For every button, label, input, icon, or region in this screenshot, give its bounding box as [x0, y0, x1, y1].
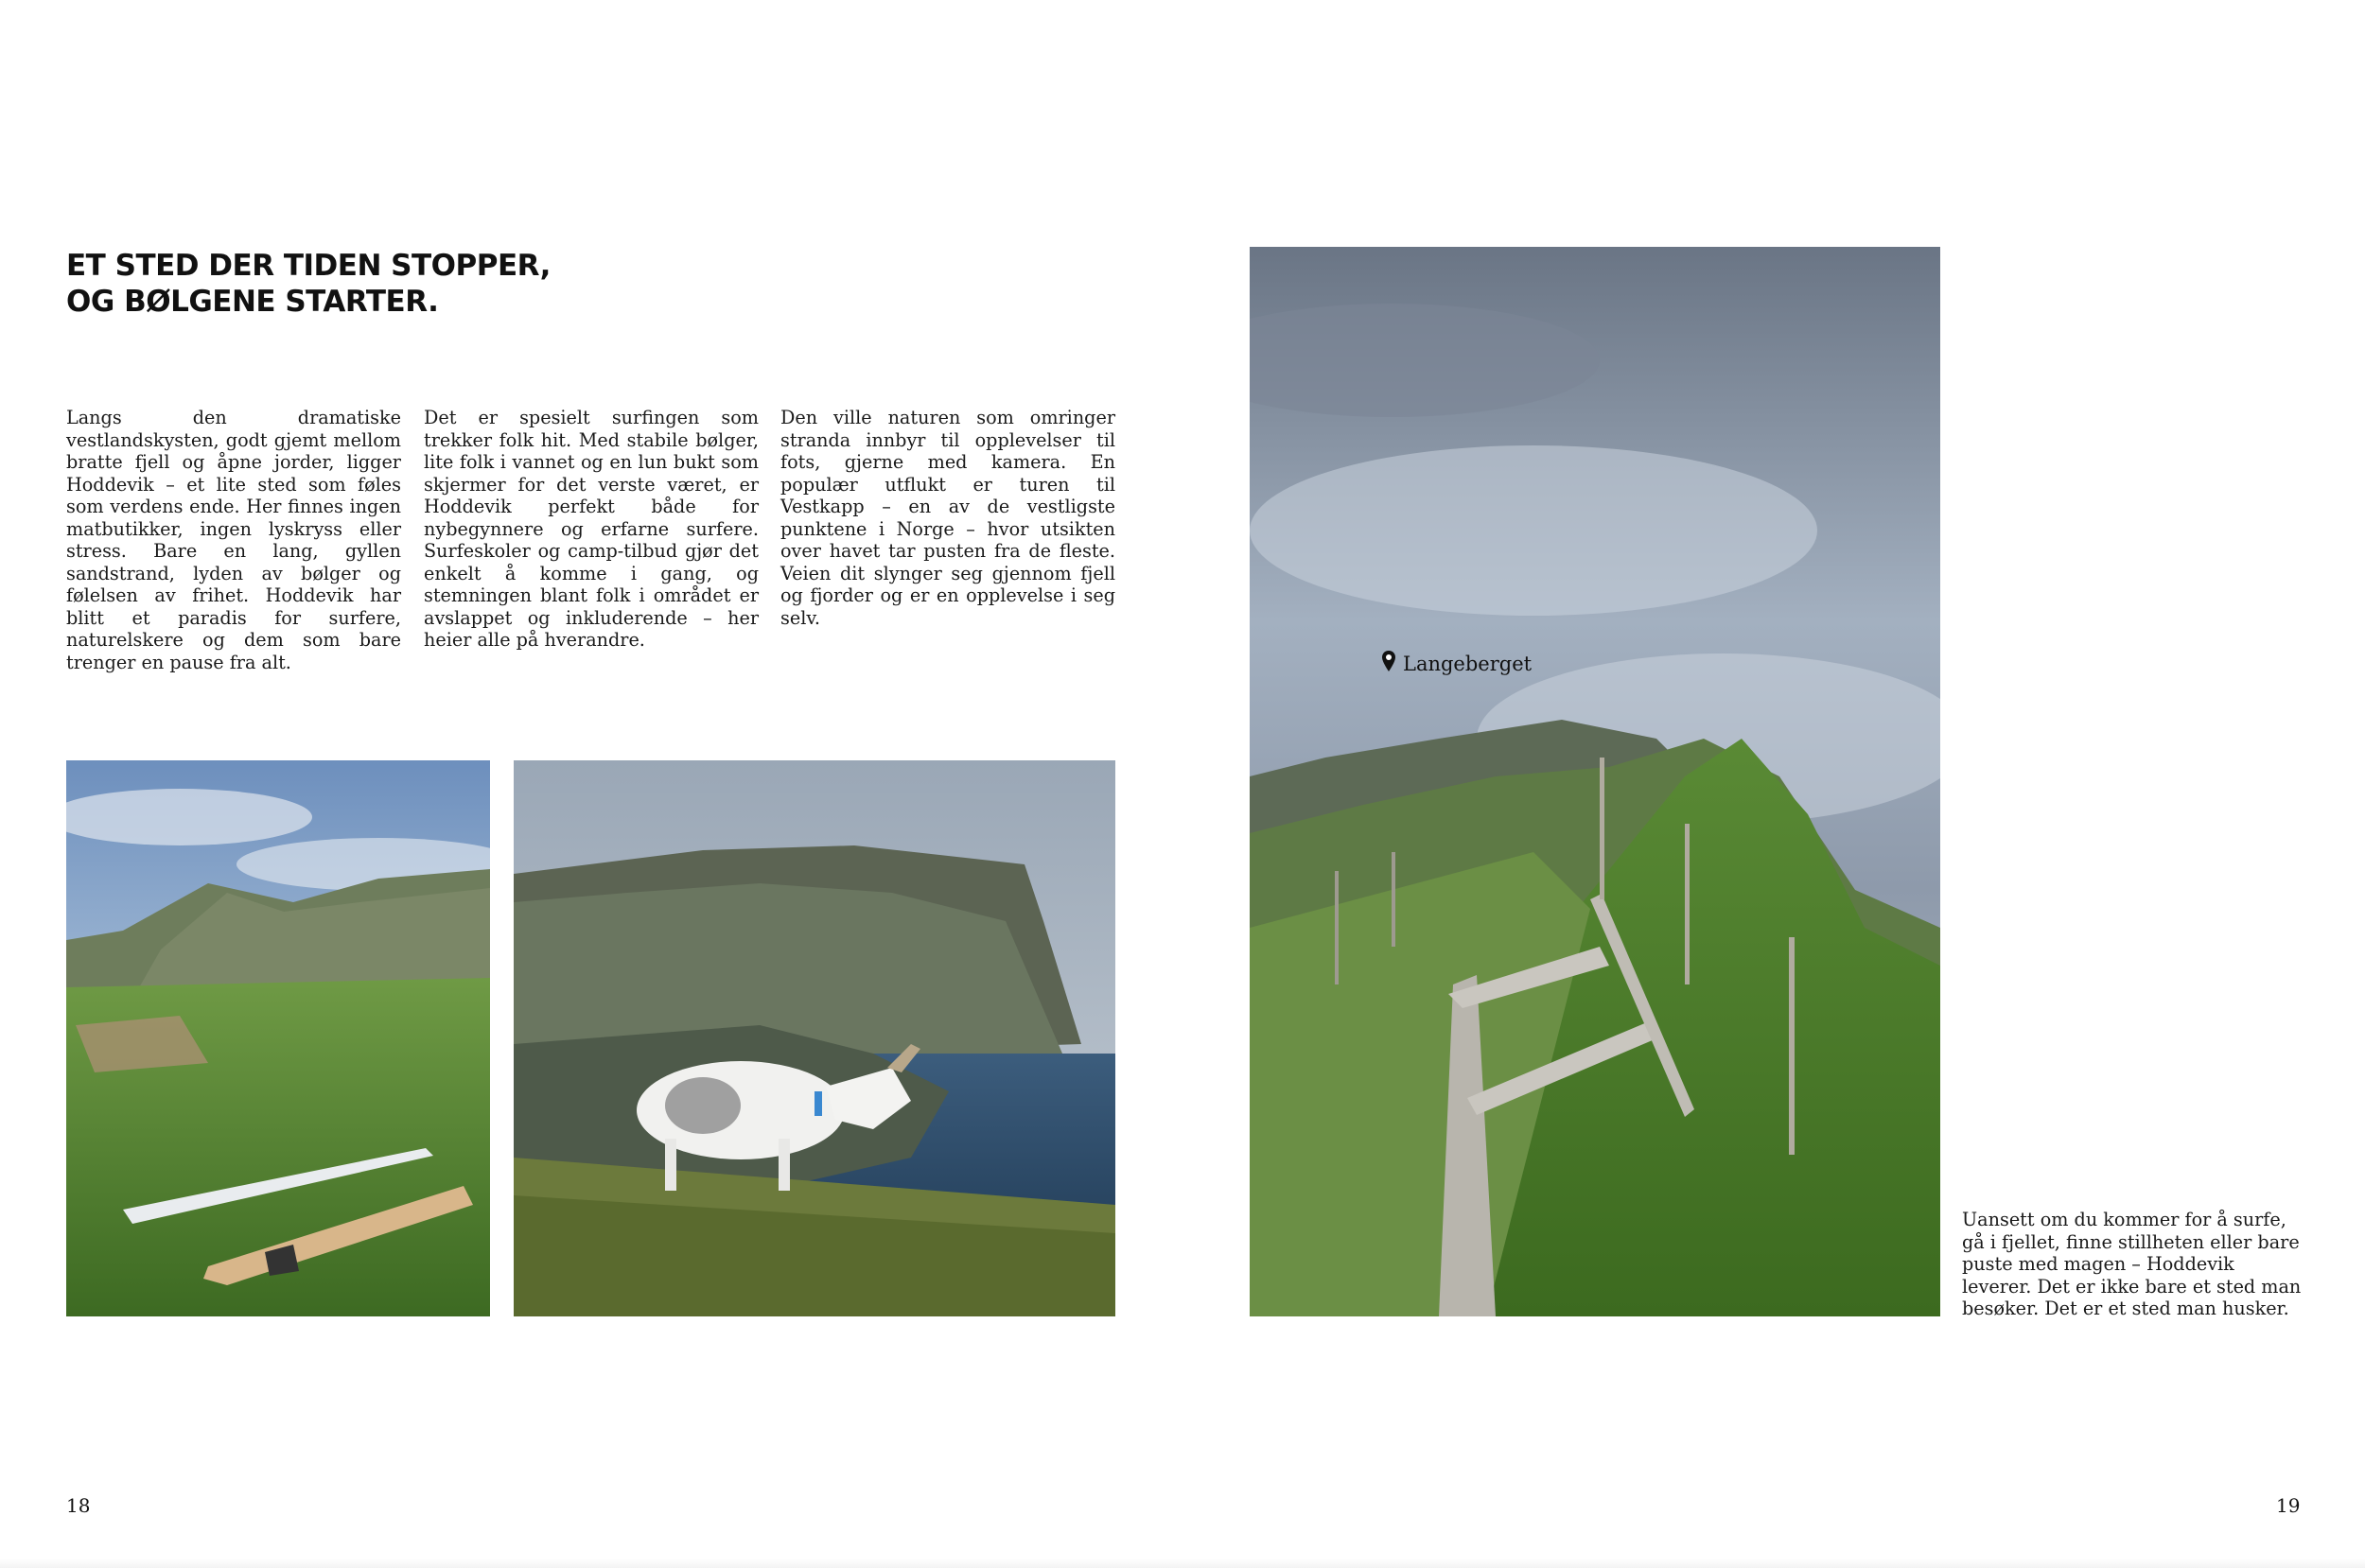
closing-paragraph: Uansett om du kommer for å surfe, gå i fjellet, finne stillheten eller bare puste med magen – Hoddevik leverer. Det er ikke bare et sted man besøker. Det er et sted man husker. [1962, 1209, 2302, 1319]
map-pin-icon [1382, 651, 1395, 676]
location-label: Langeberget [1403, 652, 1533, 675]
headline-line-2: OG BØLGENE STARTER. [66, 285, 439, 319]
body-column-1: Langs den dramatiske vestlandskysten, godt gjemt mellom bratte fjell og åpne jorder, ligger Hoddevik – et lite sted som føles som verdens ende. Her finnes ingen matbutikker, ingen lyskryss eller stress. Bare en lang, gyllen sandstrand, lyden av bølger og følelsen av frihet. Hoddevik har blitt et paradis for surfere, naturelskere og dem som bare trenger en pause fra alt. [66, 407, 401, 673]
headline-line-1: ET STED DER TIDEN STOPPER, [66, 249, 551, 283]
photo-goat-on-cliff [514, 760, 1115, 1316]
location-marker [1382, 651, 1532, 676]
page-number-right: 19 [2276, 1494, 2301, 1517]
photo-langeberget-ridge [1250, 247, 1940, 1316]
photo-surfboards-on-grass [66, 760, 490, 1316]
body-column-3: Den ville naturen som omringer stranda innbyr til opplevelser til fots, gjerne med kamera. En populær utflukt er turen til Vestkapp – en av de vestligste punktene i Norge – hvor utsikten over havet tar pusten fra de fleste. Veien dit slynger seg gjennom fjell og fjorder og er en opplevelse i seg selv. [780, 407, 1115, 629]
page-number-left: 18 [66, 1494, 91, 1517]
body-column-2: Det er spesielt surfingen som trekker folk hit. Med stabile bølger, lite folk i vannet og en lun bukt som skjermer for det verste været, er Hoddevik perfekt både for nybegynnere og erfarne surfere. Surfeskoler og camp-tilbud gjør det enkelt å komme i gang, og stemningen blant folk i området er avslappet og inkluderende – her heier alle på hverandre. [424, 407, 759, 651]
article-headline [66, 248, 653, 320]
